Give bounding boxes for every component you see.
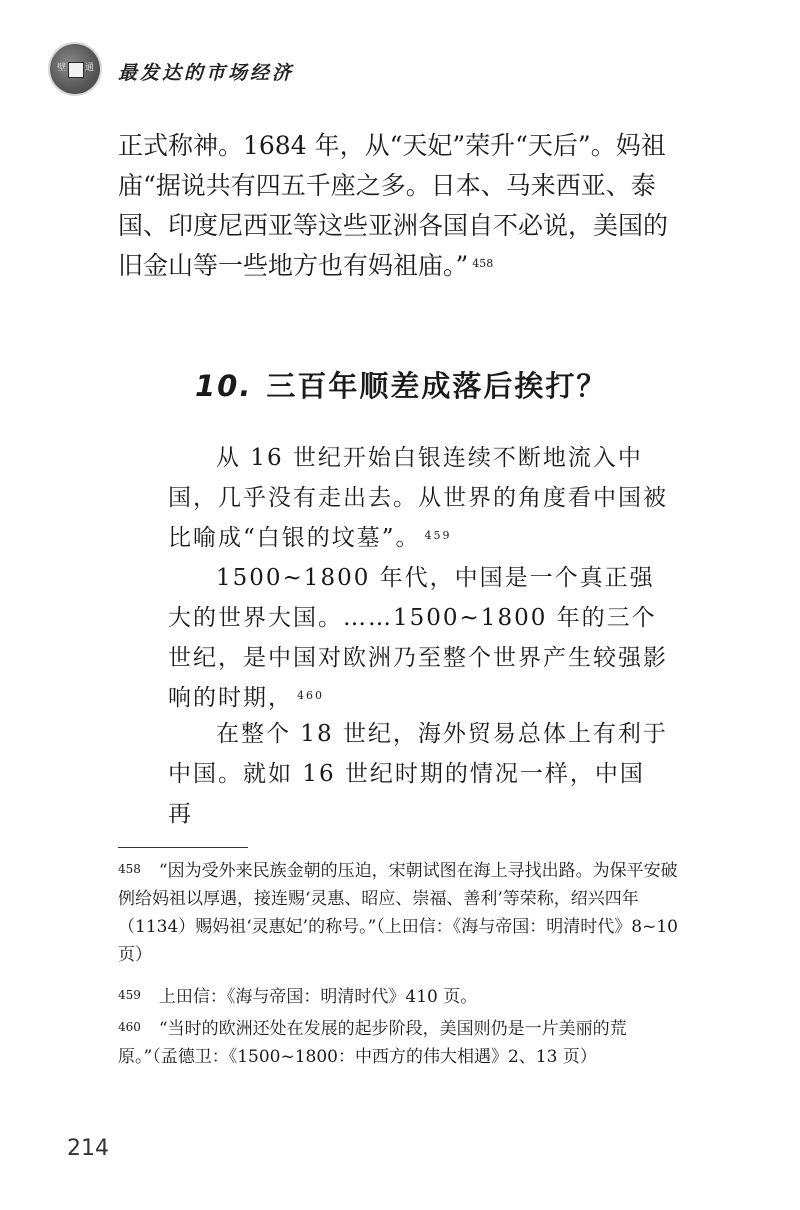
section-heading [195, 364, 607, 405]
footnote-ref-459: 459 [424, 529, 452, 542]
footnote-459 [118, 981, 678, 1011]
quote-text-2: 1500~1800 年代，中国是一个真正强大的世界大国。……1500~1800 年的三个世纪，是中国对欧洲乃至整个世界产生较强影响的时期， [168, 565, 668, 711]
footnote-number: 459 [118, 988, 141, 1002]
chapter-title: 最发达的市场经济 [118, 62, 295, 84]
footnote-divider [118, 847, 248, 848]
footnote-ref-460: 460 [297, 689, 324, 702]
footnote-number: 460 [118, 1020, 141, 1034]
coin-glyph-right: 通 [85, 63, 95, 73]
intro-paragraph [118, 126, 678, 286]
page-number: 214 [67, 1136, 109, 1161]
intro-text: 正式称神。1684 年，从“天妃”荣升“天后”。妈祖庙“据说共有四五千座之多。日本、马来西亚、泰国、印度尼西亚等这些亚洲各国自不必说，美国的旧金山等一些地方也有妈祖庙。” [118, 131, 669, 280]
footnote-text: “当时的欧洲还处在发展的起步阶段，美国则仍是一片美丽的荒原。”（孟德卫：《1500~1800：中西方的伟大相遇》2、13 页） [118, 1019, 627, 1067]
running-header [50, 44, 650, 100]
section-number: 10. [195, 369, 253, 403]
coin-icon [50, 44, 100, 94]
quote-paragraph-2 [168, 558, 668, 718]
quote-paragraph-3 [168, 714, 668, 834]
footnote-460 [118, 1013, 678, 1071]
coin-glyph-left: 壁 [57, 63, 67, 73]
footnote-number: 458 [118, 862, 141, 876]
section-title: 三百年顺差成落后挨打？ [266, 369, 608, 403]
footnote-text: “因为受外来民族金朝的压迫，宋朝试图在海上寻找出路。为保平安破例给妈祖以厚遇，接连赐‘灵惠、昭应、崇福、善利’等荣称，绍兴四年（1134）赐妈祖‘灵惠妃’的称号。”（上田信：《海与帝国：明清时代》8~10 页） [118, 861, 678, 965]
quote-text-3: 在整个 18 世纪，海外贸易总体上有利于中国。就如 16 世纪时期的情况一样，中国再 [168, 721, 668, 827]
footnote-text: 上田信：《海与帝国：明清时代》410 页。 [158, 987, 478, 1007]
quote-text-1: 从 16 世纪开始白银连续不断地流入中国，几乎没有走出去。从世界的角度看中国被比喻成“白银的坟墓”。 [168, 445, 668, 551]
quote-paragraph-1 [168, 438, 668, 558]
footnote-458 [118, 855, 678, 969]
footnote-ref-458: 458 [472, 257, 494, 270]
